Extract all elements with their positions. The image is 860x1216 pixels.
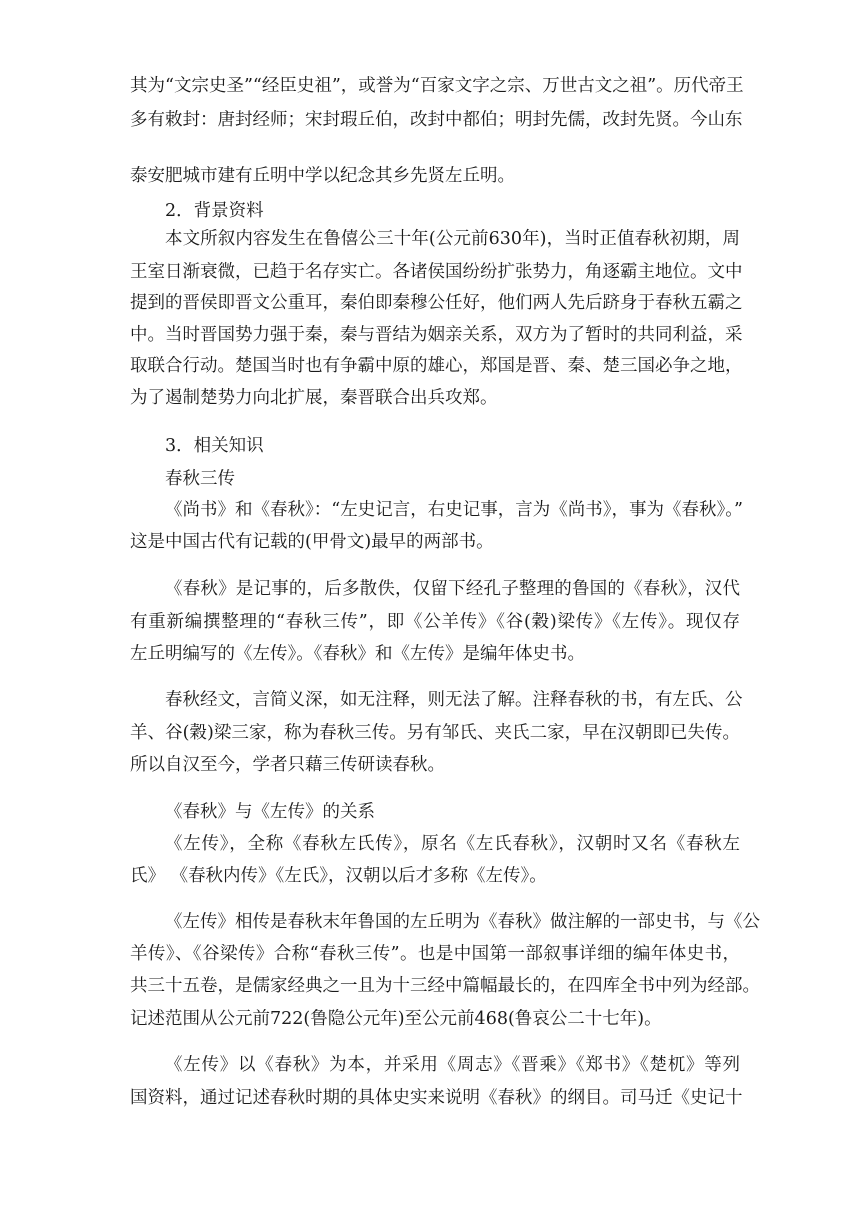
text-line: 春秋经文，言简义深，如无注释，则无法了解。注释春秋的书，有左氏、公 (165, 690, 743, 710)
text-line: 为了遏制楚势力向北扩展，秦晋联合出兵攻郑。 (130, 388, 498, 408)
text-line: 左丘明编写的《左传》。《春秋》和《左传》是编年体史书。 (130, 644, 585, 664)
text-line: 取联合行动。楚国当时也有争霸中原的雄心，郑国是晋、秦、楚三国必争之地， (130, 356, 743, 376)
text-line: 本文所叙内容发生在鲁僖公三十年(公元前630年)，当时正值春秋初期，周 (165, 229, 740, 249)
text-line: 春秋三传 (165, 469, 235, 489)
text-line: 《左传》相传是春秋末年鲁国的左丘明为《春秋》做注解的一部史书，与《公 (165, 912, 760, 932)
text-line: 所以自汉至今，学者只藉三传研读春秋。 (130, 755, 445, 775)
text-line: 有重新编撰整理的“春秋三传”，即《公羊传》《谷(穀)梁传》《左传》。现仅存 (130, 612, 740, 632)
text-line: 《春秋》与《左传》的关系 (165, 802, 375, 822)
text-line: 共三十五卷，是儒家经典之一且为十三经中篇幅最长的，在四库全书中列为经部。 (130, 976, 760, 996)
text-line: 中。当时晋国势力强于秦，秦与晋结为姻亲关系，双方为了暂时的共同利益，采 (130, 325, 743, 345)
text-line: 《左传》，全称《春秋左氏传》，原名《左氏春秋》，汉朝时又名《春秋左 (165, 834, 740, 854)
text-line: 《左传》以《春秋》为本，并采用《周志》《晋乘》《郑书》《楚杌》等列 (165, 1055, 740, 1075)
text-line: 记述范围从公元前722(鲁隐公元年)至公元前468(鲁哀公二十七年)。 (130, 1009, 662, 1029)
text-line: 提到的晋侯即晋文公重耳，秦伯即秦穆公任好，他们两人先后跻身于春秋五霸之 (130, 293, 743, 313)
text-line: 2．背景资料 (165, 201, 264, 221)
text-line: 《尚书》和《春秋》：“左史记言，右史记事，言为《尚书》，事为《春秋》。” (165, 500, 743, 520)
text-line: 其为“文宗史圣”“经臣史祖”，或誉为“百家文字之宗、万世古文之祖”。历代帝王 (130, 76, 744, 96)
text-line: 多有敕封：唐封经师；宋封瑕丘伯，改封中都伯；明封先儒，改封先贤。今山东 (130, 110, 743, 130)
text-line: 3．相关知识 (165, 436, 264, 456)
text-line: 羊传》、《谷梁传》合称“春秋三传”。也是中国第一部叙事详细的编年体史书， (130, 944, 740, 964)
text-line: 这是中国古代有记载的(甲骨文)最早的两部书。 (130, 532, 494, 552)
text-line: 国资料，通过记述春秋时期的具体史实来说明《春秋》的纲目。司马迁《史记十 (130, 1088, 743, 1108)
text-line: 泰安肥城市建有丘明中学以纪念其乡先贤左丘明。 (130, 166, 515, 186)
text-line: 王室日渐衰微，已趋于名存实亡。各诸侯国纷纷扩张势力，角逐霸主地位。文中 (130, 262, 743, 282)
text-line: 《春秋》是记事的，后多散佚，仅留下经孔子整理的鲁国的《春秋》，汉代 (165, 579, 740, 599)
text-line: 氏》 《春秋内传》《左氏》，汉朝以后才多称《左传》。 (130, 866, 547, 886)
text-line: 羊、谷(穀)梁三家，称为春秋三传。另有邹氏、夹氏二家，早在汉朝即已失传。 (130, 723, 740, 743)
